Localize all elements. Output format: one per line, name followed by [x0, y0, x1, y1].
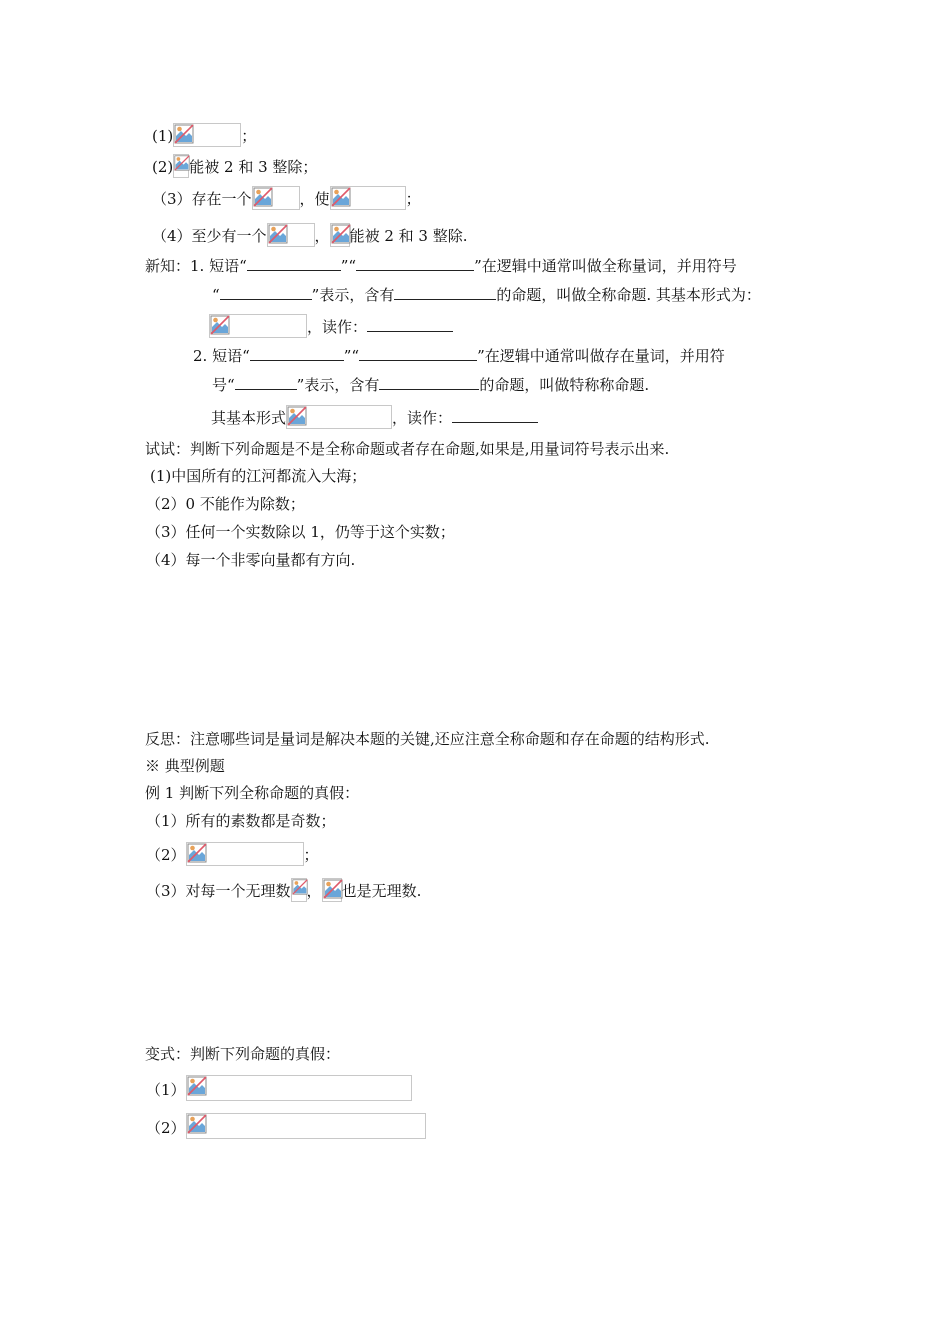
fill-blank[interactable]	[367, 316, 453, 332]
formula-image-placeholder	[291, 878, 307, 902]
bianshi-item-1: （1）	[146, 1075, 412, 1101]
item-2-line: (2) 能被 2 和 3 整除；	[152, 154, 317, 178]
formula-image-placeholder	[186, 1075, 412, 1101]
formula-image-placeholder	[186, 842, 304, 866]
formula-image-placeholder	[267, 223, 315, 247]
formula-image-placeholder	[186, 1113, 426, 1139]
fansi-text: 反思：注意哪些词是量词是解决本题的关键,还应注意全称命题和存在命题的结构形式.	[145, 730, 710, 748]
bianshi-item-2: （2）	[146, 1113, 426, 1139]
xinzhi-line-5: 号“ ”表示，含有 的命题，叫做特称称命题.	[212, 376, 650, 394]
xinzhi-line-6: 其基本形式 ，读作：	[211, 405, 538, 429]
list-item: （3）任何一个实数除以 1，仍等于这个实数；	[146, 523, 455, 541]
formula-image-placeholder	[286, 405, 392, 429]
xinzhi-line-1: 新知：1. 短语“ ”“ ”在逻辑中通常叫做全称量词，并用符号	[145, 257, 737, 275]
formula-image-placeholder	[330, 186, 406, 210]
item-4-line: （4）至少有一个 ， 能被 2 和 3 整除.	[152, 223, 468, 247]
formula-image-placeholder	[330, 223, 350, 247]
formula-image-placeholder	[173, 154, 189, 178]
fill-blank[interactable]	[220, 284, 312, 300]
list-item: (1)中国所有的江河都流入大海；	[150, 467, 367, 485]
section-heading: ※ 典型例题	[145, 757, 225, 775]
list-item: （4）每一个非零向量都有方向.	[146, 551, 356, 569]
example-1-title: 例 1 判断下列全称命题的真假：	[145, 784, 360, 802]
example-1-item-3: （3）对每一个无理数 ， 也是无理数.	[146, 878, 421, 902]
formula-image-placeholder	[209, 314, 307, 338]
fill-blank[interactable]	[394, 284, 496, 300]
formula-image-placeholder	[322, 878, 342, 902]
fill-blank[interactable]	[452, 407, 538, 423]
fill-blank[interactable]	[235, 374, 297, 390]
fill-blank[interactable]	[247, 255, 341, 271]
xinzhi-line-4: 2. 短语“ ”“ ”在逻辑中通常叫做存在量词，并用符	[193, 347, 725, 365]
formula-image-placeholder	[252, 186, 300, 210]
xinzhi-line-2: “ ”表示，含有 的命题，叫做全称命题. 其基本形式为：	[212, 286, 761, 304]
fill-blank[interactable]	[356, 255, 474, 271]
shishi-title: 试试：判断下列命题是不是全称命题或者存在命题,如果是,用量词符号表示出来.	[145, 440, 670, 458]
fill-blank[interactable]	[250, 345, 344, 361]
list-item: （2）0 不能作为除数；	[146, 495, 305, 513]
example-1-item-2: （2） ；	[146, 842, 319, 866]
bianshi-title: 变式：判断下列命题的真假：	[145, 1045, 341, 1063]
formula-image-placeholder	[173, 123, 241, 147]
item-1-line: (1) ；	[152, 123, 256, 147]
fill-blank[interactable]	[379, 374, 479, 390]
xinzhi-line-3: ，读作：	[209, 314, 453, 338]
item-3-line: （3）存在一个 ，使 ；	[152, 186, 421, 210]
list-item: （1）所有的素数都是奇数；	[146, 812, 336, 830]
fill-blank[interactable]	[359, 345, 477, 361]
